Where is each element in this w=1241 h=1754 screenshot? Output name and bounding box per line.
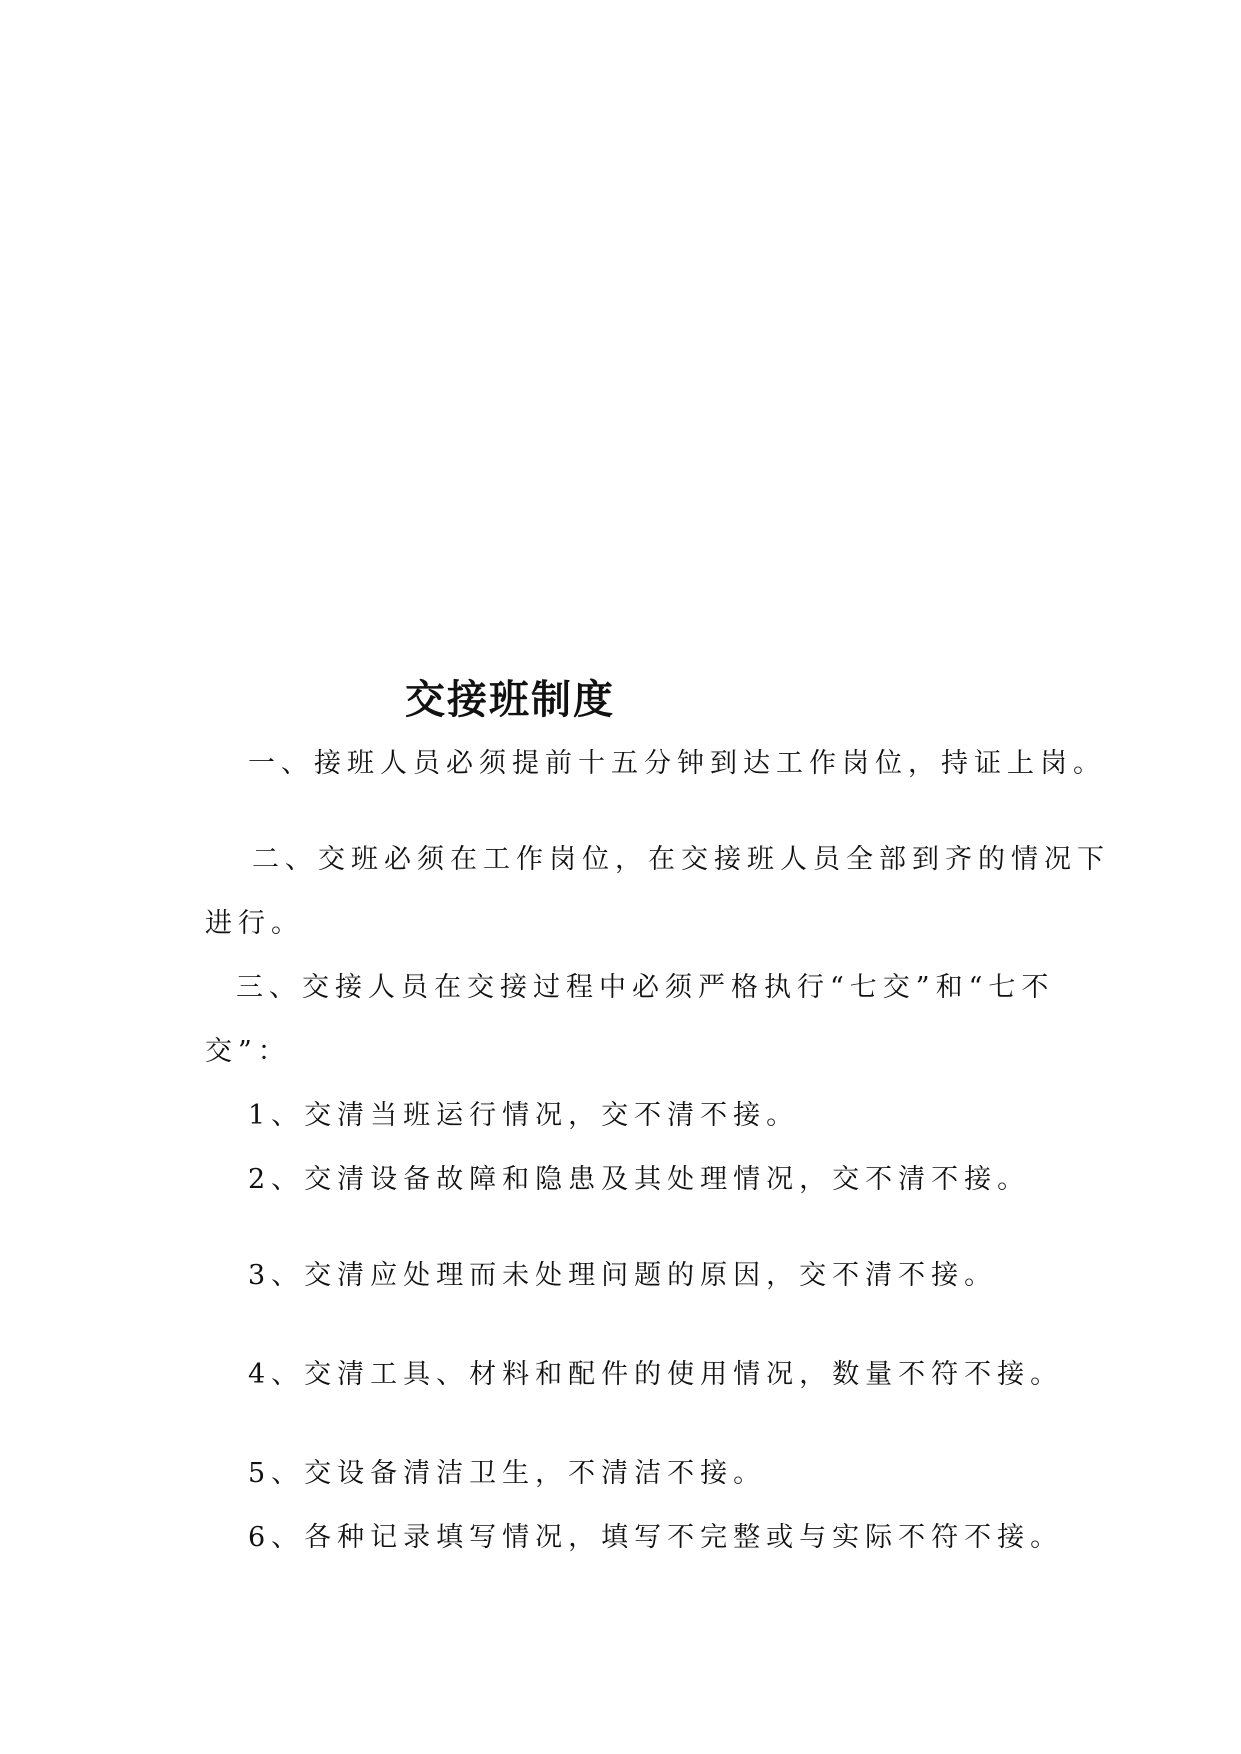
list-item-4: 4、交清工具、材料和配件的使用情况，数量不符不接。 bbox=[248, 1359, 1064, 1390]
paragraph-rule-2-continued: 进行。 bbox=[205, 908, 304, 939]
paragraph-rule-2: 二、交班必须在工作岗位，在交接班人员全部到齐的情况下 bbox=[252, 844, 1110, 875]
paragraph-rule-3-continued: 交”： bbox=[205, 1036, 291, 1067]
document-title: 交接班制度 bbox=[405, 676, 615, 723]
list-item-1: 1、交清当班运行情况，交不清不接。 bbox=[248, 1100, 800, 1131]
list-item-5: 5、交设备清洁卫生，不清洁不接。 bbox=[248, 1458, 767, 1489]
paragraph-rule-3: 三、交接人员在交接过程中必须严格执行“七交”和“七不 bbox=[236, 972, 1055, 1003]
list-item-3: 3、交清应处理而未处理问题的原因，交不清不接。 bbox=[248, 1260, 998, 1291]
list-item-6: 6、各种记录填写情况，填写不完整或与实际不符不接。 bbox=[248, 1522, 1064, 1553]
list-item-2: 2、交清设备故障和隐患及其处理情况，交不清不接。 bbox=[248, 1164, 1031, 1195]
paragraph-rule-1: 一、接班人员必须提前十五分钟到达工作岗位，持证上岗。 bbox=[248, 748, 1106, 779]
